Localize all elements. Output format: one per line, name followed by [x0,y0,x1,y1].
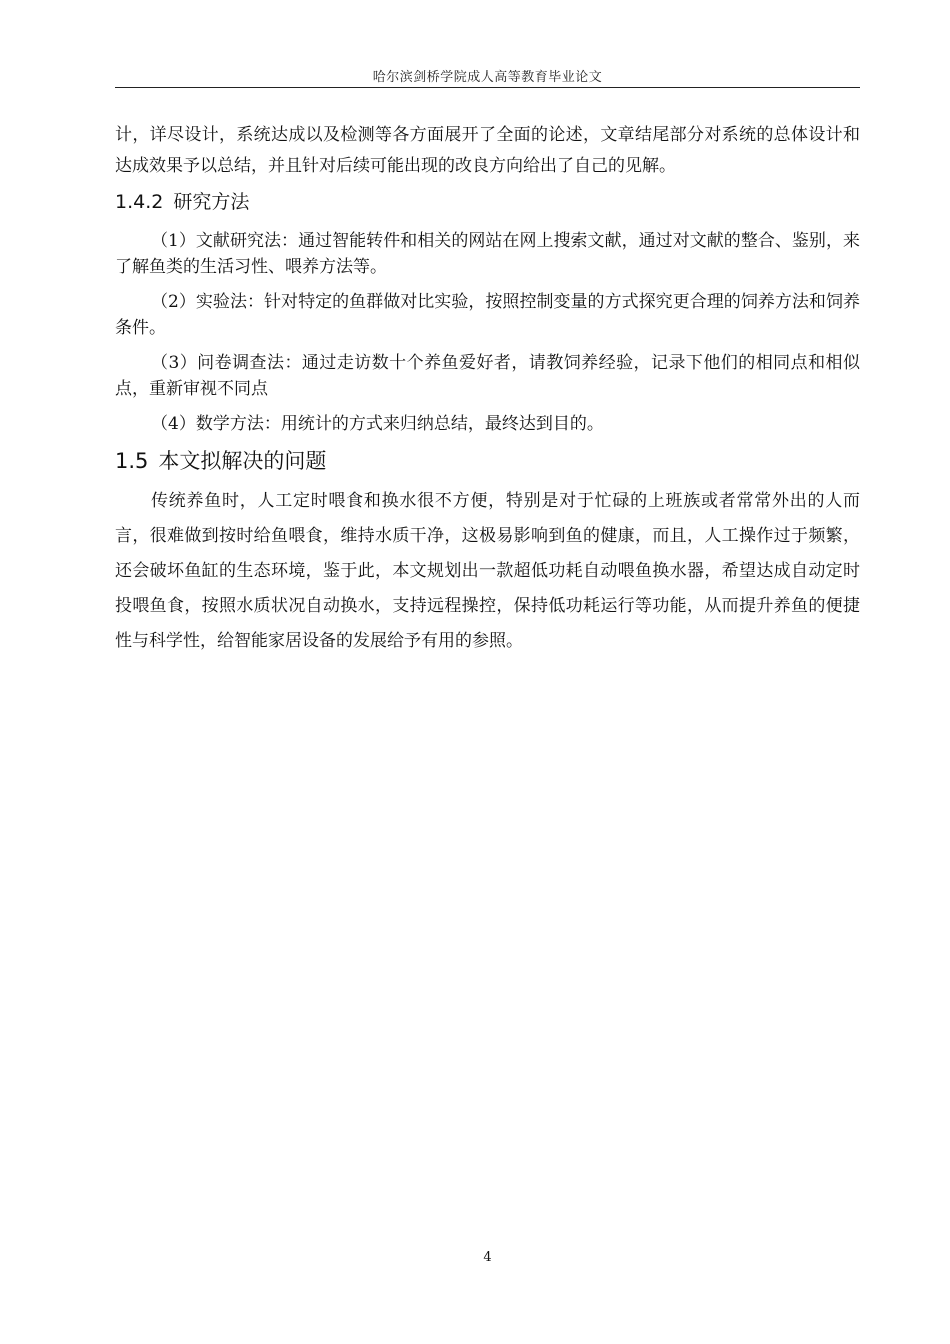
method-item-experiment: （2）实验法：针对特定的鱼群做对比实验，按照控制变量的方式探究更合理的饲养方法和饲养条件。 [115,292,860,338]
section-number: 1.4.2 [115,191,164,213]
document-body [115,120,860,659]
section-heading-1-4-2 [115,188,860,216]
section-title: 本文拟解决的问题 [158,449,327,473]
method-item-math: （4）数学方法：用统计的方式来归纳总结，最终达到目的。 [151,414,604,434]
running-header: 哈尔滨剑桥学院成人高等教育毕业论文 [372,70,603,85]
method-item-survey: （3）问卷调查法：通过走访数十个养鱼爱好者，请教饲养经验，记录下他们的相同点和相似点，重新审视不同点 [115,353,860,399]
page-number: 4 [483,1250,492,1265]
problem-paragraph: 传统养鱼时，人工定时喂食和换水很不方便，特别是对于忙碌的上班族或者常常外出的人而言，很难做到按时给鱼喂食，维持水质干净，这极易影响到鱼的健康，而且，人工操作过于频繁，还会破坏鱼缸的生态环境，鉴于此，本文规划出一款超低功耗自动喂鱼换水器，希望达成自动定时投喂鱼食，按照水质状况自动换水，支持远程操控，保持低功耗运行等功能，从而提升养鱼的便捷性与科学性，给智能家居设备的发展给予有用的参照。 [115,491,860,651]
method-item-literature: （1）文献研究法：通过智能转件和相关的网站在网上搜索文献，通过对文献的整合、鉴别，来了解鱼类的生活习性、喂养方法等。 [115,231,860,277]
section-heading-1-5 [115,446,860,476]
header-rule [115,87,860,88]
section-title: 研究方法 [173,191,250,213]
section-number: 1.5 [115,449,149,473]
intro-continuation-paragraph: 计，详尽设计，系统达成以及检测等各方面展开了全面的论述，文章结尾部分对系统的总体设计和达成效果予以总结，并且针对后续可能出现的改良方向给出了自己的见解。 [115,125,860,176]
